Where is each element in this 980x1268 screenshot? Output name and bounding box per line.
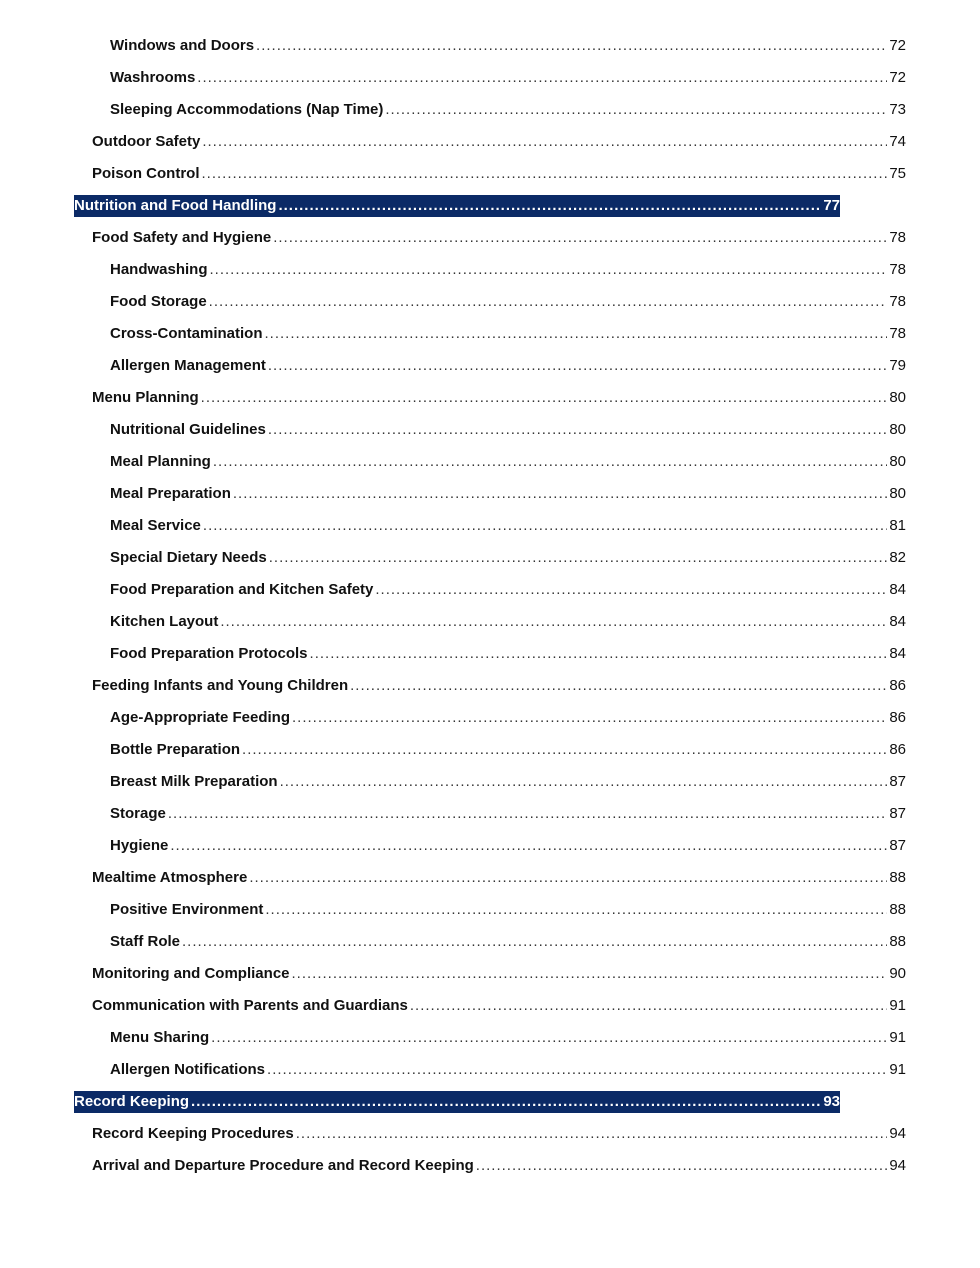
dot-leader	[310, 638, 888, 670]
toc-entry-page-number: 80	[889, 485, 906, 502]
toc-entry-title: Positive Environment	[110, 901, 264, 918]
toc-entry-page-number: 82	[889, 549, 906, 566]
toc-entry-title: Kitchen Layout	[110, 613, 219, 630]
toc-entry-page-number: 74	[889, 133, 906, 150]
dot-leader	[265, 318, 888, 350]
toc-section-heading[interactable]	[74, 1091, 840, 1113]
toc-entry[interactable]	[110, 894, 906, 926]
toc-entry[interactable]	[92, 382, 906, 414]
toc-entry-page-number: 87	[889, 805, 906, 822]
toc-entry-title: Windows and Doors	[110, 37, 255, 54]
toc-entry-page-number: 80	[889, 453, 906, 470]
dot-leader	[267, 1054, 887, 1086]
toc-entry[interactable]	[92, 958, 906, 990]
toc-entry-page-number: 81	[889, 517, 906, 534]
toc-entry-title: Nutritional Guidelines	[110, 421, 266, 438]
toc-entry[interactable]	[110, 606, 906, 638]
toc-entry-title: Meal Planning	[110, 453, 211, 470]
toc-entry-title: Allergen Management	[110, 357, 266, 374]
dot-leader	[210, 254, 888, 286]
toc-entry-page-number: 91	[889, 1061, 906, 1078]
toc-entry-title: Record Keeping Procedures	[92, 1125, 294, 1142]
toc-entry-title: Storage	[110, 805, 166, 822]
dot-leader	[292, 702, 887, 734]
toc-entry-page-number: 90	[889, 965, 906, 982]
toc-entry-page-number: 88	[889, 901, 906, 918]
toc-entry-title: Food Storage	[110, 293, 207, 310]
dot-leader	[182, 926, 887, 958]
dot-leader	[201, 382, 888, 414]
dot-leader	[233, 478, 887, 510]
toc-entry-page-number: 88	[889, 933, 906, 950]
toc-entry[interactable]	[110, 446, 906, 478]
toc-entry[interactable]	[110, 734, 906, 766]
dot-leader	[292, 958, 888, 990]
toc-entry-page-number: 77	[823, 197, 840, 214]
dot-leader	[202, 158, 888, 190]
toc-entry-title: Poison Control	[92, 165, 200, 182]
toc-entry-page-number: 93	[823, 1093, 840, 1110]
toc-entry-page-number: 84	[889, 613, 906, 630]
toc-entry-page-number: 86	[889, 677, 906, 694]
dot-leader	[273, 222, 887, 254]
toc-entry-page-number: 78	[889, 261, 906, 278]
toc-entry-title: Arrival and Departure Procedure and Record Keeping	[92, 1157, 474, 1174]
dot-leader	[268, 414, 887, 446]
toc-entry-title: Outdoor Safety	[92, 133, 201, 150]
toc-entry-page-number: 78	[889, 229, 906, 246]
dot-leader	[191, 1091, 821, 1113]
dot-leader	[242, 734, 887, 766]
toc-entry[interactable]	[92, 158, 906, 190]
dot-leader	[197, 62, 887, 94]
toc-entry[interactable]	[110, 510, 906, 542]
toc-entry-page-number: 78	[889, 293, 906, 310]
toc-entry[interactable]	[110, 830, 906, 862]
dot-leader	[385, 94, 887, 126]
toc-entry-title: Feeding Infants and Young Children	[92, 677, 349, 694]
toc-entry[interactable]	[92, 1118, 906, 1150]
toc-entry-page-number: 72	[889, 37, 906, 54]
toc-entry-title: Menu Sharing	[110, 1029, 210, 1046]
toc-entry[interactable]	[110, 30, 906, 62]
toc-entry-title: Cross-Contamination	[110, 325, 263, 342]
toc-entry-title: Food Preparation Protocols	[110, 645, 308, 662]
dot-leader	[249, 862, 887, 894]
toc-entry-title: Food Safety and Hygiene	[92, 229, 272, 246]
toc-entry-page-number: 94	[889, 1157, 906, 1174]
toc-entry[interactable]	[110, 1054, 906, 1086]
dot-leader	[256, 30, 887, 62]
dot-leader	[203, 510, 887, 542]
toc-entry[interactable]	[110, 1022, 906, 1054]
dot-leader	[350, 670, 887, 702]
toc-entry-title: Bottle Preparation	[110, 741, 241, 758]
toc-entry-title: Menu Planning	[92, 389, 199, 406]
toc-entry-title: Food Preparation and Kitchen Safety	[110, 581, 374, 598]
toc-entry[interactable]	[92, 862, 906, 894]
toc-entry-page-number: 87	[889, 837, 906, 854]
toc-entry-title: Communication with Parents and Guardians	[92, 997, 408, 1014]
toc-entry[interactable]	[110, 702, 906, 734]
toc-entry-page-number: 75	[889, 165, 906, 182]
toc-entry-title: Nutrition and Food Handling	[74, 197, 277, 214]
dot-leader	[213, 446, 887, 478]
toc-entry-title: Age-Appropriate Feeding	[110, 709, 291, 726]
toc-entry-page-number: 80	[889, 421, 906, 438]
toc-entry-title: Washrooms	[110, 69, 196, 86]
toc-section-heading[interactable]	[74, 195, 840, 217]
toc-entry[interactable]	[110, 638, 906, 670]
toc-entry-title: Mealtime Atmosphere	[92, 869, 248, 886]
toc-entry-page-number: 91	[889, 1029, 906, 1046]
toc-entry-title: Allergen Notifications	[110, 1061, 266, 1078]
dot-leader	[476, 1150, 888, 1182]
toc-entry-page-number: 86	[889, 741, 906, 758]
toc-entry-title: Breast Milk Preparation	[110, 773, 278, 790]
toc-entry[interactable]	[92, 222, 906, 254]
toc-entry[interactable]	[92, 670, 906, 702]
toc-entry[interactable]	[110, 318, 906, 350]
toc-entry-title: Hygiene	[110, 837, 169, 854]
toc-entry[interactable]	[92, 126, 906, 158]
toc-entry-page-number: 80	[889, 389, 906, 406]
dot-leader	[265, 894, 887, 926]
dot-leader	[375, 574, 887, 606]
toc-entry-title: Record Keeping	[74, 1093, 190, 1110]
toc-entry-page-number: 84	[889, 581, 906, 598]
toc-entry-page-number: 72	[889, 69, 906, 86]
dot-leader	[211, 1022, 887, 1054]
dot-leader	[280, 766, 888, 798]
dot-leader	[168, 798, 887, 830]
toc-entry-title: Handwashing	[110, 261, 208, 278]
toc-entry[interactable]	[110, 798, 906, 830]
dot-leader	[202, 126, 887, 158]
toc-entry-page-number: 79	[889, 357, 906, 374]
dot-leader	[296, 1118, 888, 1150]
toc-entry[interactable]	[110, 414, 906, 446]
toc-entry-page-number: 91	[889, 997, 906, 1014]
toc-entry-page-number: 88	[889, 869, 906, 886]
toc-entry[interactable]	[110, 286, 906, 318]
table-of-contents	[0, 30, 980, 1182]
toc-entry[interactable]	[92, 1150, 906, 1182]
toc-entry-page-number: 86	[889, 709, 906, 726]
toc-entry[interactable]	[110, 350, 906, 382]
dot-leader	[410, 990, 887, 1022]
toc-entry[interactable]	[110, 94, 906, 126]
dot-leader	[170, 830, 887, 862]
toc-entry[interactable]	[110, 926, 906, 958]
dot-leader	[268, 350, 887, 382]
toc-entry-page-number: 84	[889, 645, 906, 662]
toc-entry[interactable]	[110, 574, 906, 606]
toc-entry-title: Staff Role	[110, 933, 181, 950]
toc-entry-page-number: 94	[889, 1125, 906, 1142]
toc-entry-title: Sleeping Accommodations (Nap Time)	[110, 101, 384, 118]
toc-entry-page-number: 78	[889, 325, 906, 342]
toc-entry[interactable]	[110, 542, 906, 574]
toc-entry-title: Special Dietary Needs	[110, 549, 267, 566]
toc-entry-title: Monitoring and Compliance	[92, 965, 290, 982]
dot-leader	[278, 195, 821, 217]
toc-entry[interactable]	[110, 478, 906, 510]
toc-entry[interactable]	[110, 254, 906, 286]
toc-entry-page-number: 87	[889, 773, 906, 790]
dot-leader	[209, 286, 888, 318]
toc-entry[interactable]	[92, 990, 906, 1022]
toc-entry-title: Meal Service	[110, 517, 201, 534]
toc-entry[interactable]	[110, 62, 906, 94]
dot-leader	[269, 542, 888, 574]
toc-entry[interactable]	[110, 766, 906, 798]
dot-leader	[220, 606, 887, 638]
toc-entry-page-number: 73	[889, 101, 906, 118]
toc-entry-title: Meal Preparation	[110, 485, 231, 502]
